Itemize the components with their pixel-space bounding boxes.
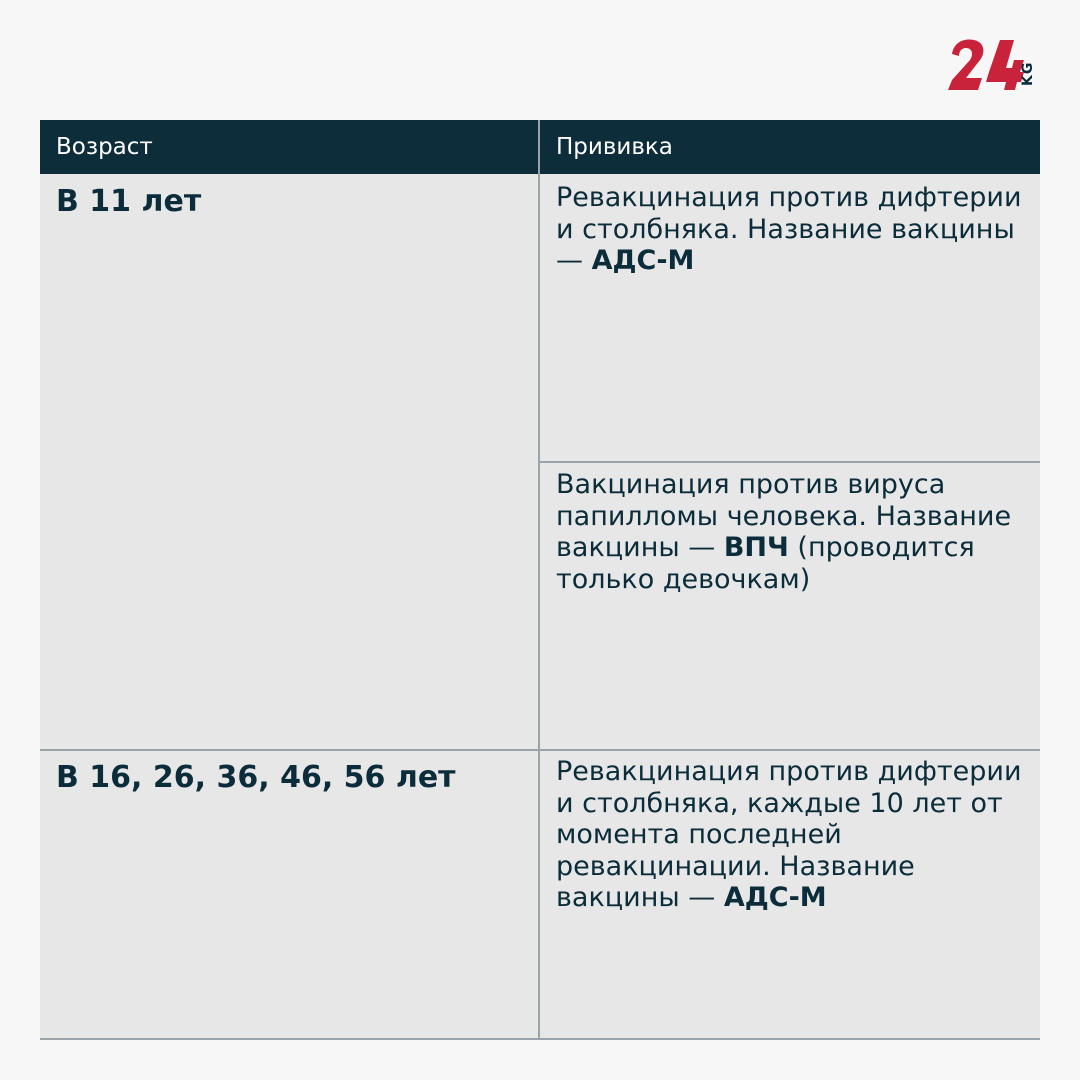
vaccination-cell xyxy=(556,756,1036,914)
header-vaccination: Прививка xyxy=(556,134,673,160)
logo xyxy=(948,36,1044,96)
table-bottom-border xyxy=(40,1038,1040,1040)
table-header xyxy=(40,120,1040,174)
vaccination-text: Вакцинация против вируса папилломы человека. Название вакцины — xyxy=(556,469,1012,563)
vaccination-cell xyxy=(556,469,1036,595)
vaccine-name: АДС-М xyxy=(723,882,827,913)
vaccination-table xyxy=(40,120,1040,1040)
vaccination-text: Ревакцинация против дифтерии и столбняка, каждые 10 лет от момента последней ревакцинации. Название вакцины — xyxy=(556,756,1022,913)
vaccine-name: ВПЧ xyxy=(723,532,789,563)
header-age: Возраст xyxy=(56,134,153,160)
logo-suffix: KG xyxy=(1020,61,1036,86)
vaccination-note: (проводится только девочкам) xyxy=(556,532,975,595)
logo-24-mark xyxy=(948,36,1028,92)
age-cell: В 11 лет xyxy=(56,184,202,219)
row-divider xyxy=(40,749,1040,751)
column-divider xyxy=(538,120,540,1040)
vaccination-cell xyxy=(556,182,1036,277)
row-divider-sub xyxy=(540,461,1040,463)
vaccine-name: АДС-М xyxy=(591,245,695,276)
age-cell: В 16, 26, 36, 46, 56 лет xyxy=(56,760,456,795)
vaccination-text: Ревакцинация против дифтерии и столбняка. Название вакцины — xyxy=(556,182,1022,276)
